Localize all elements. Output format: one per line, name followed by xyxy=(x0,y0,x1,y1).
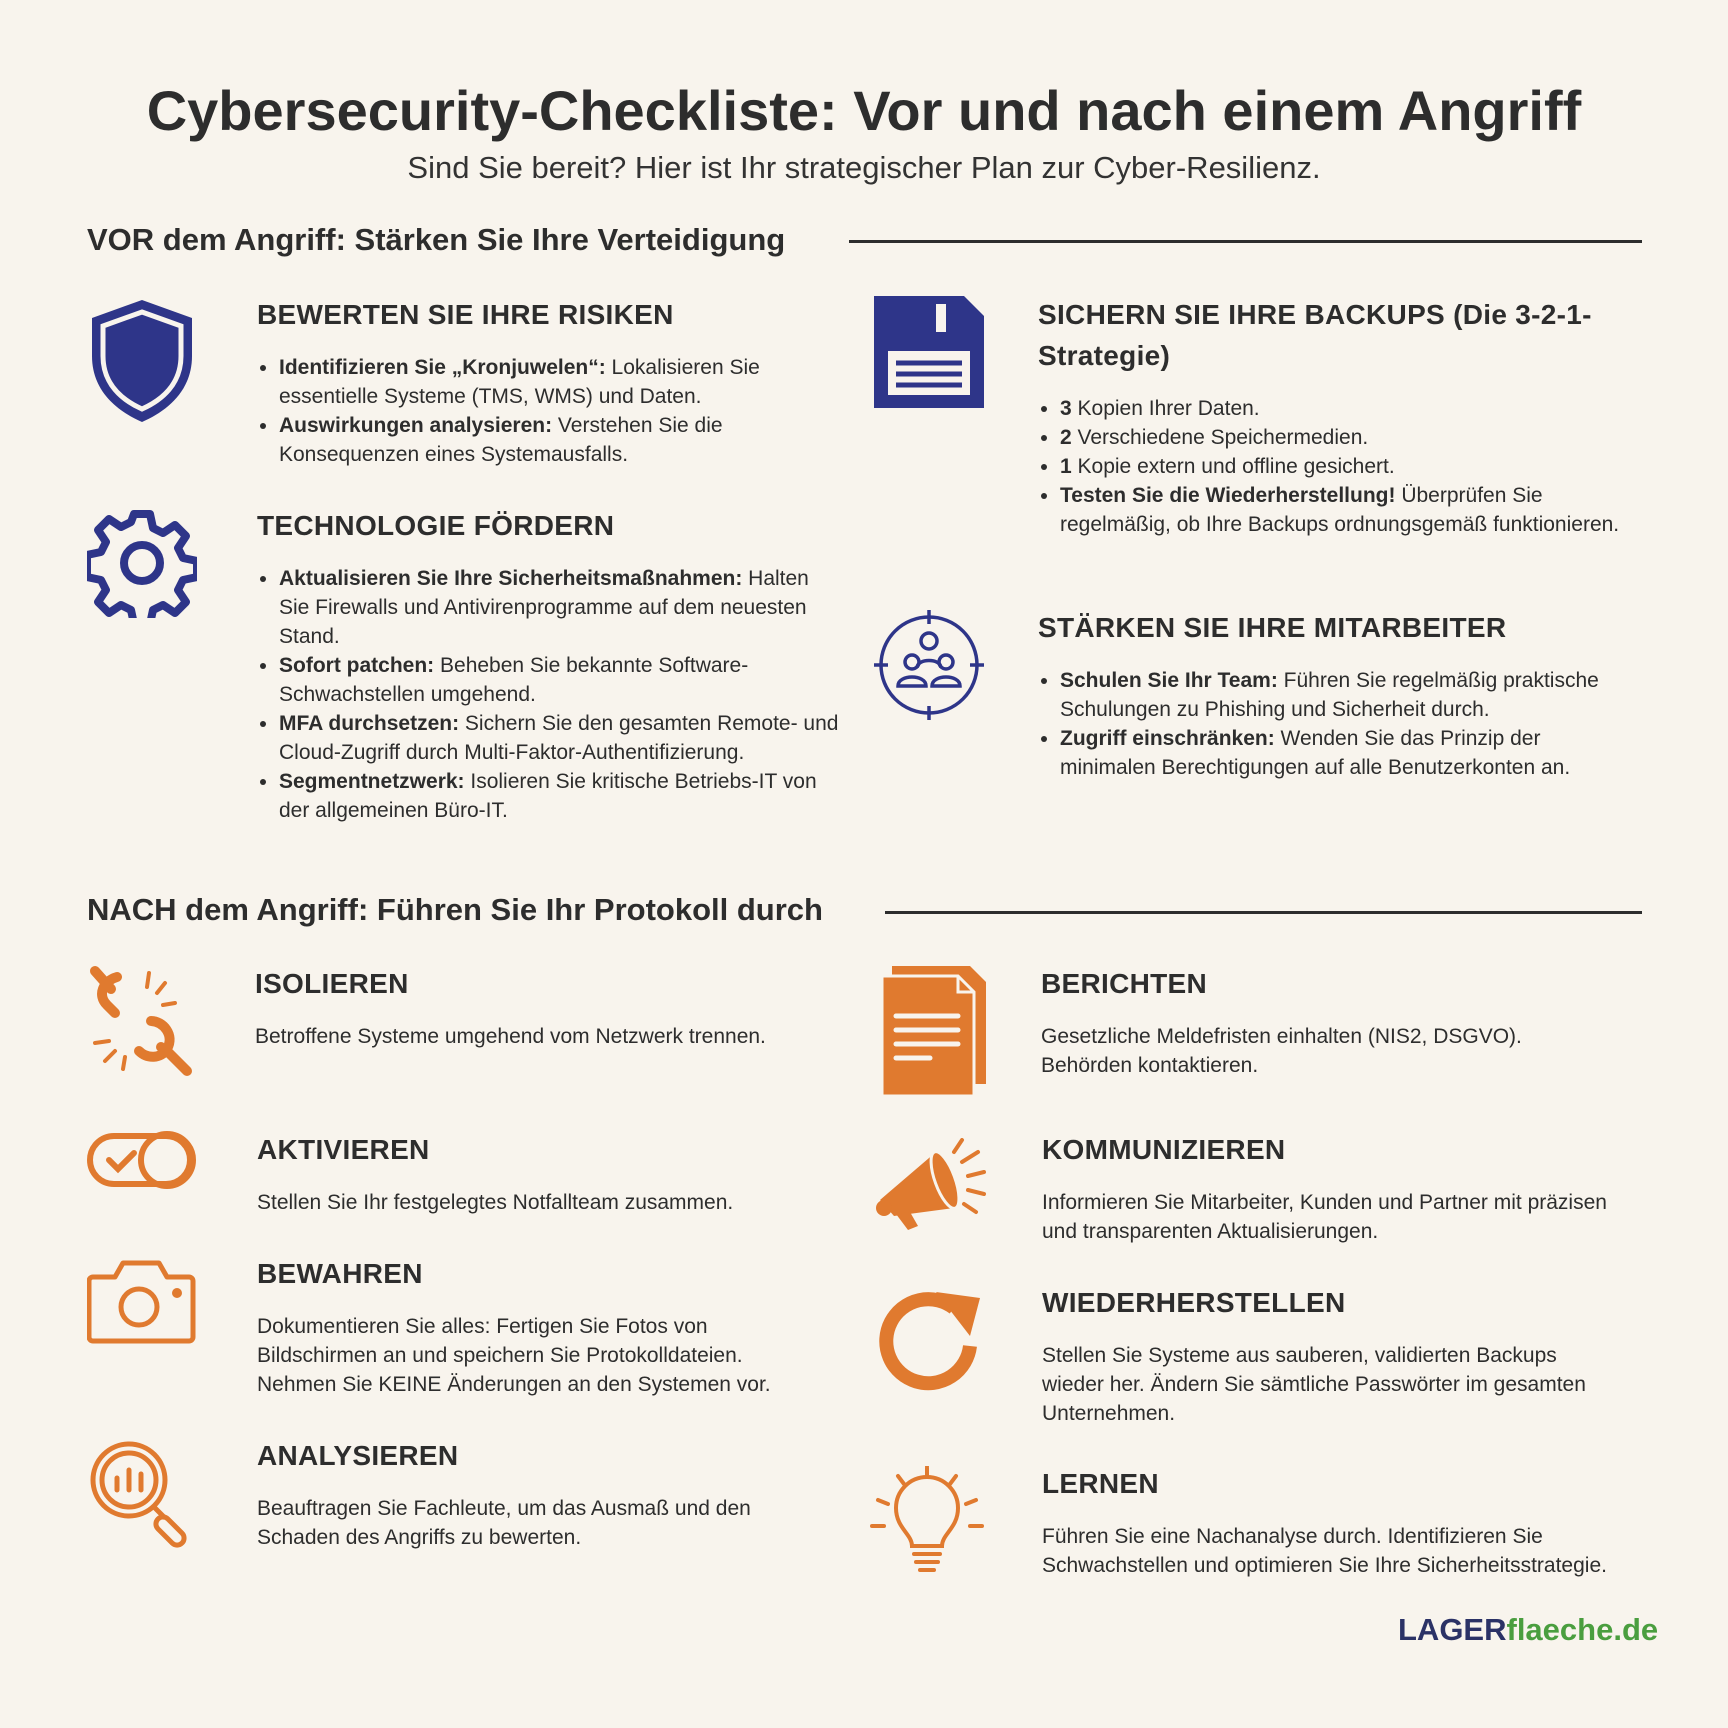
section-before-title: VOR dem Angriff: Stärken Sie Ihre Verteidigung xyxy=(87,222,786,257)
list-item: • MFA durchsetzen: Sichern Sie den gesamten Remote- und Cloud-Zugriff durch Multi-Faktor-Authentifizierung. xyxy=(279,709,842,767)
bullet-list xyxy=(257,564,842,825)
section-before-heading xyxy=(87,222,785,258)
block-title: STÄRKEN SIE IHRE MITARBEITER xyxy=(1038,612,1507,643)
risk-block xyxy=(257,294,827,469)
magnifier-chart-icon xyxy=(87,1438,199,1550)
block-text: Stellen Sie Ihr festgelegtes Notfallteam zusammen. xyxy=(257,1191,734,1214)
list-item: • Schulen Sie Ihr Team: Führen Sie regelmäßig praktische Schulungen zu Phishing und Sicherheit durch. xyxy=(1060,666,1638,724)
bullet-list xyxy=(1038,394,1628,539)
communicate-block xyxy=(1042,1129,1622,1246)
list-item: • Identifizieren Sie „Kronjuwelen“: Lokalisieren Sie essentielle Systeme (TMS, WMS) und Daten. xyxy=(279,353,827,411)
divider xyxy=(849,240,1642,243)
gear-icon xyxy=(87,508,197,618)
broken-link-icon xyxy=(87,965,197,1077)
list-item: • Zugriff einschränken: Wenden Sie das Prinzip der minimalen Berechtigungen auf alle Benutzerkonten an. xyxy=(1060,724,1638,782)
block-title: BEWERTEN SIE IHRE RISIKEN xyxy=(257,299,674,330)
list-item: • 3 Kopien Ihrer Daten. xyxy=(1060,394,1628,423)
block-text: Beauftragen Sie Fachleute, um das Ausmaß und den Schaden des Angriffs zu bewerten. xyxy=(257,1497,751,1549)
technology-block xyxy=(257,505,842,825)
documents-icon xyxy=(882,966,986,1096)
preserve-block xyxy=(257,1253,827,1399)
page-subtitle: Sind Sie bereit? Hier ist Ihr strategischer Plan zur Cyber-Resilienz. xyxy=(407,150,1321,185)
camera-icon xyxy=(87,1255,197,1345)
block-title: BERICHTEN xyxy=(1041,968,1208,999)
floppy-disk-icon xyxy=(874,296,984,408)
block-title: BEWAHREN xyxy=(257,1258,423,1289)
list-item: • Testen Sie die Wiederherstellung! Überprüfen Sie regelmäßig, ob Ihre Backups ordnungsgemäß funktionieren. xyxy=(1060,481,1628,539)
list-item: • 2 Verschiedene Speichermedien. xyxy=(1060,423,1628,452)
block-text: Führen Sie eine Nachanalyse durch. Identifizieren Sie Schwachstellen und optimieren Sie Ihre Sicherheitsstrategie. xyxy=(1042,1525,1607,1577)
block-title: AKTIVIEREN xyxy=(257,1134,430,1165)
toggle-check-icon xyxy=(87,1130,197,1190)
block-title: ANALYSIEREN xyxy=(257,1440,459,1471)
learn-block xyxy=(1042,1463,1622,1580)
bullet-list xyxy=(257,353,827,469)
block-text: Gesetzliche Meldefristen einhalten (NIS2, DSGVO). Behörden kontaktieren. xyxy=(1041,1025,1522,1077)
section-after-heading xyxy=(87,892,823,928)
list-item: • Auswirkungen analysieren: Verstehen Sie die Konsequenzen eines Systemausfalls. xyxy=(279,411,827,469)
logo-part-domain: flaeche.de xyxy=(1506,1612,1659,1647)
lightbulb-icon xyxy=(868,1466,986,1578)
block-title: SICHERN SIE IHRE BACKUPS (Die 3-2-1-Strategie) xyxy=(1038,299,1592,371)
logo-part-lager: LAGER xyxy=(1398,1612,1507,1647)
list-item: • Aktualisieren Sie Ihre Sicherheitsmaßnahmen: Halten Sie Firewalls und Antivirenprogramme auf dem neuesten Stand. xyxy=(279,564,842,651)
list-item: • Segmentnetzwerk: Isolieren Sie kritische Betriebs-IT von der allgemeinen Büro-IT. xyxy=(279,767,842,825)
list-item: • 1 Kopie extern und offline gesichert. xyxy=(1060,452,1628,481)
block-text: Informieren Sie Mitarbeiter, Kunden und Partner mit präzisen und transparenten Aktualisierungen. xyxy=(1042,1191,1607,1243)
block-title: ISOLIEREN xyxy=(255,968,409,999)
section-after-title: NACH dem Angriff: Führen Sie Ihr Protokoll durch xyxy=(87,892,823,927)
list-item: • Sofort patchen: Beheben Sie bekannte Software-Schwachstellen umgehend. xyxy=(279,651,842,709)
brand-logo[interactable] xyxy=(1398,1612,1658,1648)
block-text: Betroffene Systeme umgehend vom Netzwerk trennen. xyxy=(255,1025,766,1048)
employees-block xyxy=(1038,607,1638,782)
backup-block xyxy=(1038,294,1628,539)
analyze-block xyxy=(257,1435,817,1552)
bullet-list xyxy=(1038,666,1638,782)
block-title: KOMMUNIZIEREN xyxy=(1042,1134,1286,1165)
report-block xyxy=(1041,963,1601,1080)
team-target-icon xyxy=(874,610,984,720)
refresh-icon xyxy=(874,1284,986,1396)
block-title: LERNEN xyxy=(1042,1468,1159,1499)
divider xyxy=(885,911,1642,914)
restore-block xyxy=(1042,1282,1622,1428)
page-title: Cybersecurity-Checkliste: Vor und nach einem Angriff xyxy=(146,79,1582,142)
shield-icon xyxy=(87,296,197,426)
block-title: TECHNOLOGIE FÖRDERN xyxy=(257,510,615,541)
isolate-block xyxy=(255,963,835,1051)
block-title: WIEDERHERSTELLEN xyxy=(1042,1287,1346,1318)
block-text: Stellen Sie Systeme aus sauberen, validierten Backups wieder her. Ändern Sie sämtliche Passwörter im gesamten Unternehmen. xyxy=(1042,1344,1586,1425)
megaphone-icon xyxy=(874,1138,986,1234)
activate-block xyxy=(257,1129,837,1217)
block-text: Dokumentieren Sie alles: Fertigen Sie Fotos von Bildschirmen an und speichern Sie Protokolldateien. Nehmen Sie KEINE Änderungen an den Systemen vor. xyxy=(257,1315,771,1396)
